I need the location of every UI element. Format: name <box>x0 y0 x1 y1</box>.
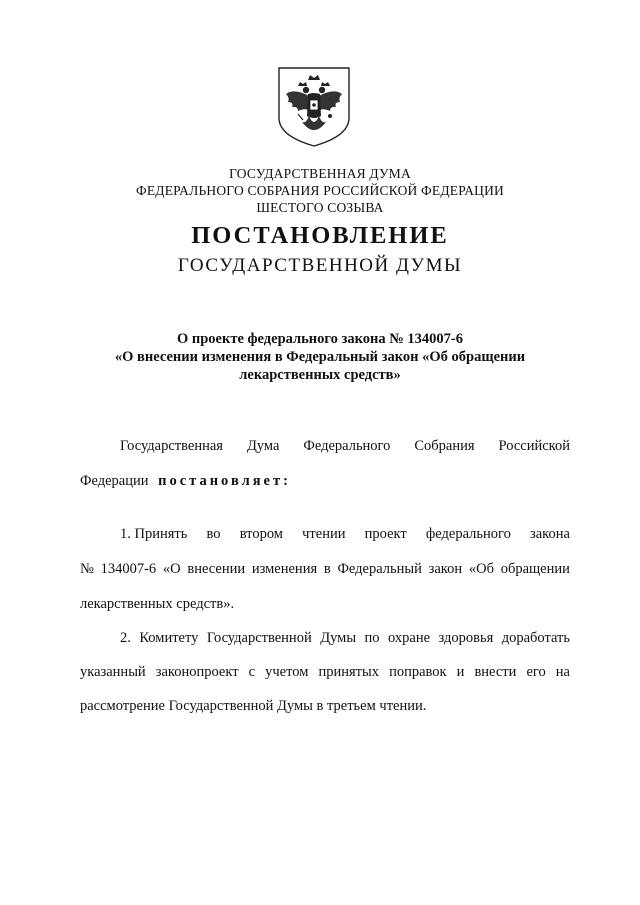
word: здоровья <box>438 630 494 646</box>
item-1-word: проект <box>364 526 407 542</box>
item-1-line-3: лекарственных средств». <box>80 596 235 612</box>
item-1-word: во <box>206 526 221 542</box>
word: изменения <box>251 561 318 577</box>
preamble-word: Российской <box>498 438 570 454</box>
item-2-line-2 <box>80 664 570 681</box>
preamble-line-2 <box>80 473 570 490</box>
preamble-line-1 <box>120 438 570 455</box>
word: 2. <box>120 630 131 646</box>
word: доработать <box>501 630 570 646</box>
preamble-word: Собрания <box>414 438 475 454</box>
document-subtitle: ГОСУДАРСТВЕННОЙ ДУМЫ <box>177 255 463 276</box>
item-1-word: чтении <box>302 526 346 542</box>
document-title: ПОСТАНОВЛЕНИЕ <box>191 222 449 249</box>
word: и <box>456 664 465 680</box>
item-2-line-1 <box>120 630 570 647</box>
item-1-line-1 <box>120 526 570 543</box>
document-subject <box>0 330 640 384</box>
preamble-word: Дума <box>246 438 280 454</box>
parliament-header <box>0 165 640 216</box>
subject-line-1: О проекте федерального закона № 134007-6 <box>176 331 464 347</box>
subject-line-3: лекарственных средств» <box>239 367 401 383</box>
item-2-line-3: рассмотрение Государственной Думы в третьем чтении. <box>80 698 427 714</box>
preamble-word: Федерального <box>303 438 391 454</box>
preamble-word: Государственная <box>120 438 223 454</box>
preamble-federation: Федерации <box>80 473 149 489</box>
word: обращении <box>500 561 570 577</box>
word: закон <box>428 561 463 577</box>
header-line-state-duma: ГОСУДАРСТВЕННАЯ ДУМА <box>229 166 411 181</box>
subject-line-2: «О внесении изменения в Федеральный закон «Об обращении <box>114 349 526 365</box>
word: Государственной <box>206 630 312 646</box>
item-1-word: втором <box>239 526 283 542</box>
item-1-word: федерального <box>425 526 511 542</box>
word: указанный <box>80 664 146 680</box>
word: поправок <box>389 664 447 680</box>
word: № <box>80 561 94 577</box>
item-1-word: закона <box>530 526 570 542</box>
word: с <box>248 664 256 680</box>
word: 134007-6 <box>100 561 157 577</box>
word: принятых <box>318 664 379 680</box>
resolves-keyword: постановляет: <box>158 473 291 489</box>
word: Федеральный <box>337 561 422 577</box>
word: охране <box>388 630 431 646</box>
word: «Об <box>468 561 494 577</box>
word: внести <box>474 664 517 680</box>
header-line-federal-assembly: ФЕДЕРАЛЬНОГО СОБРАНИЯ РОССИЙСКОЙ ФЕДЕРАЦИИ <box>136 183 504 198</box>
header-line-convocation: ШЕСТОГО СОЗЫВА <box>256 200 384 215</box>
word: «О <box>162 561 181 577</box>
word: Думы <box>320 630 357 646</box>
word: в <box>323 561 331 577</box>
word: его <box>526 664 546 680</box>
word: учетом <box>265 664 309 680</box>
item-1-line-2 <box>80 561 570 578</box>
item-1-word: 1. Принять <box>120 526 188 542</box>
word: по <box>364 630 380 646</box>
word: внесении <box>187 561 246 577</box>
coat-of-arms-emblem <box>276 66 352 148</box>
word: законопроект <box>155 664 239 680</box>
word: Комитету <box>139 630 199 646</box>
word: на <box>555 664 570 680</box>
